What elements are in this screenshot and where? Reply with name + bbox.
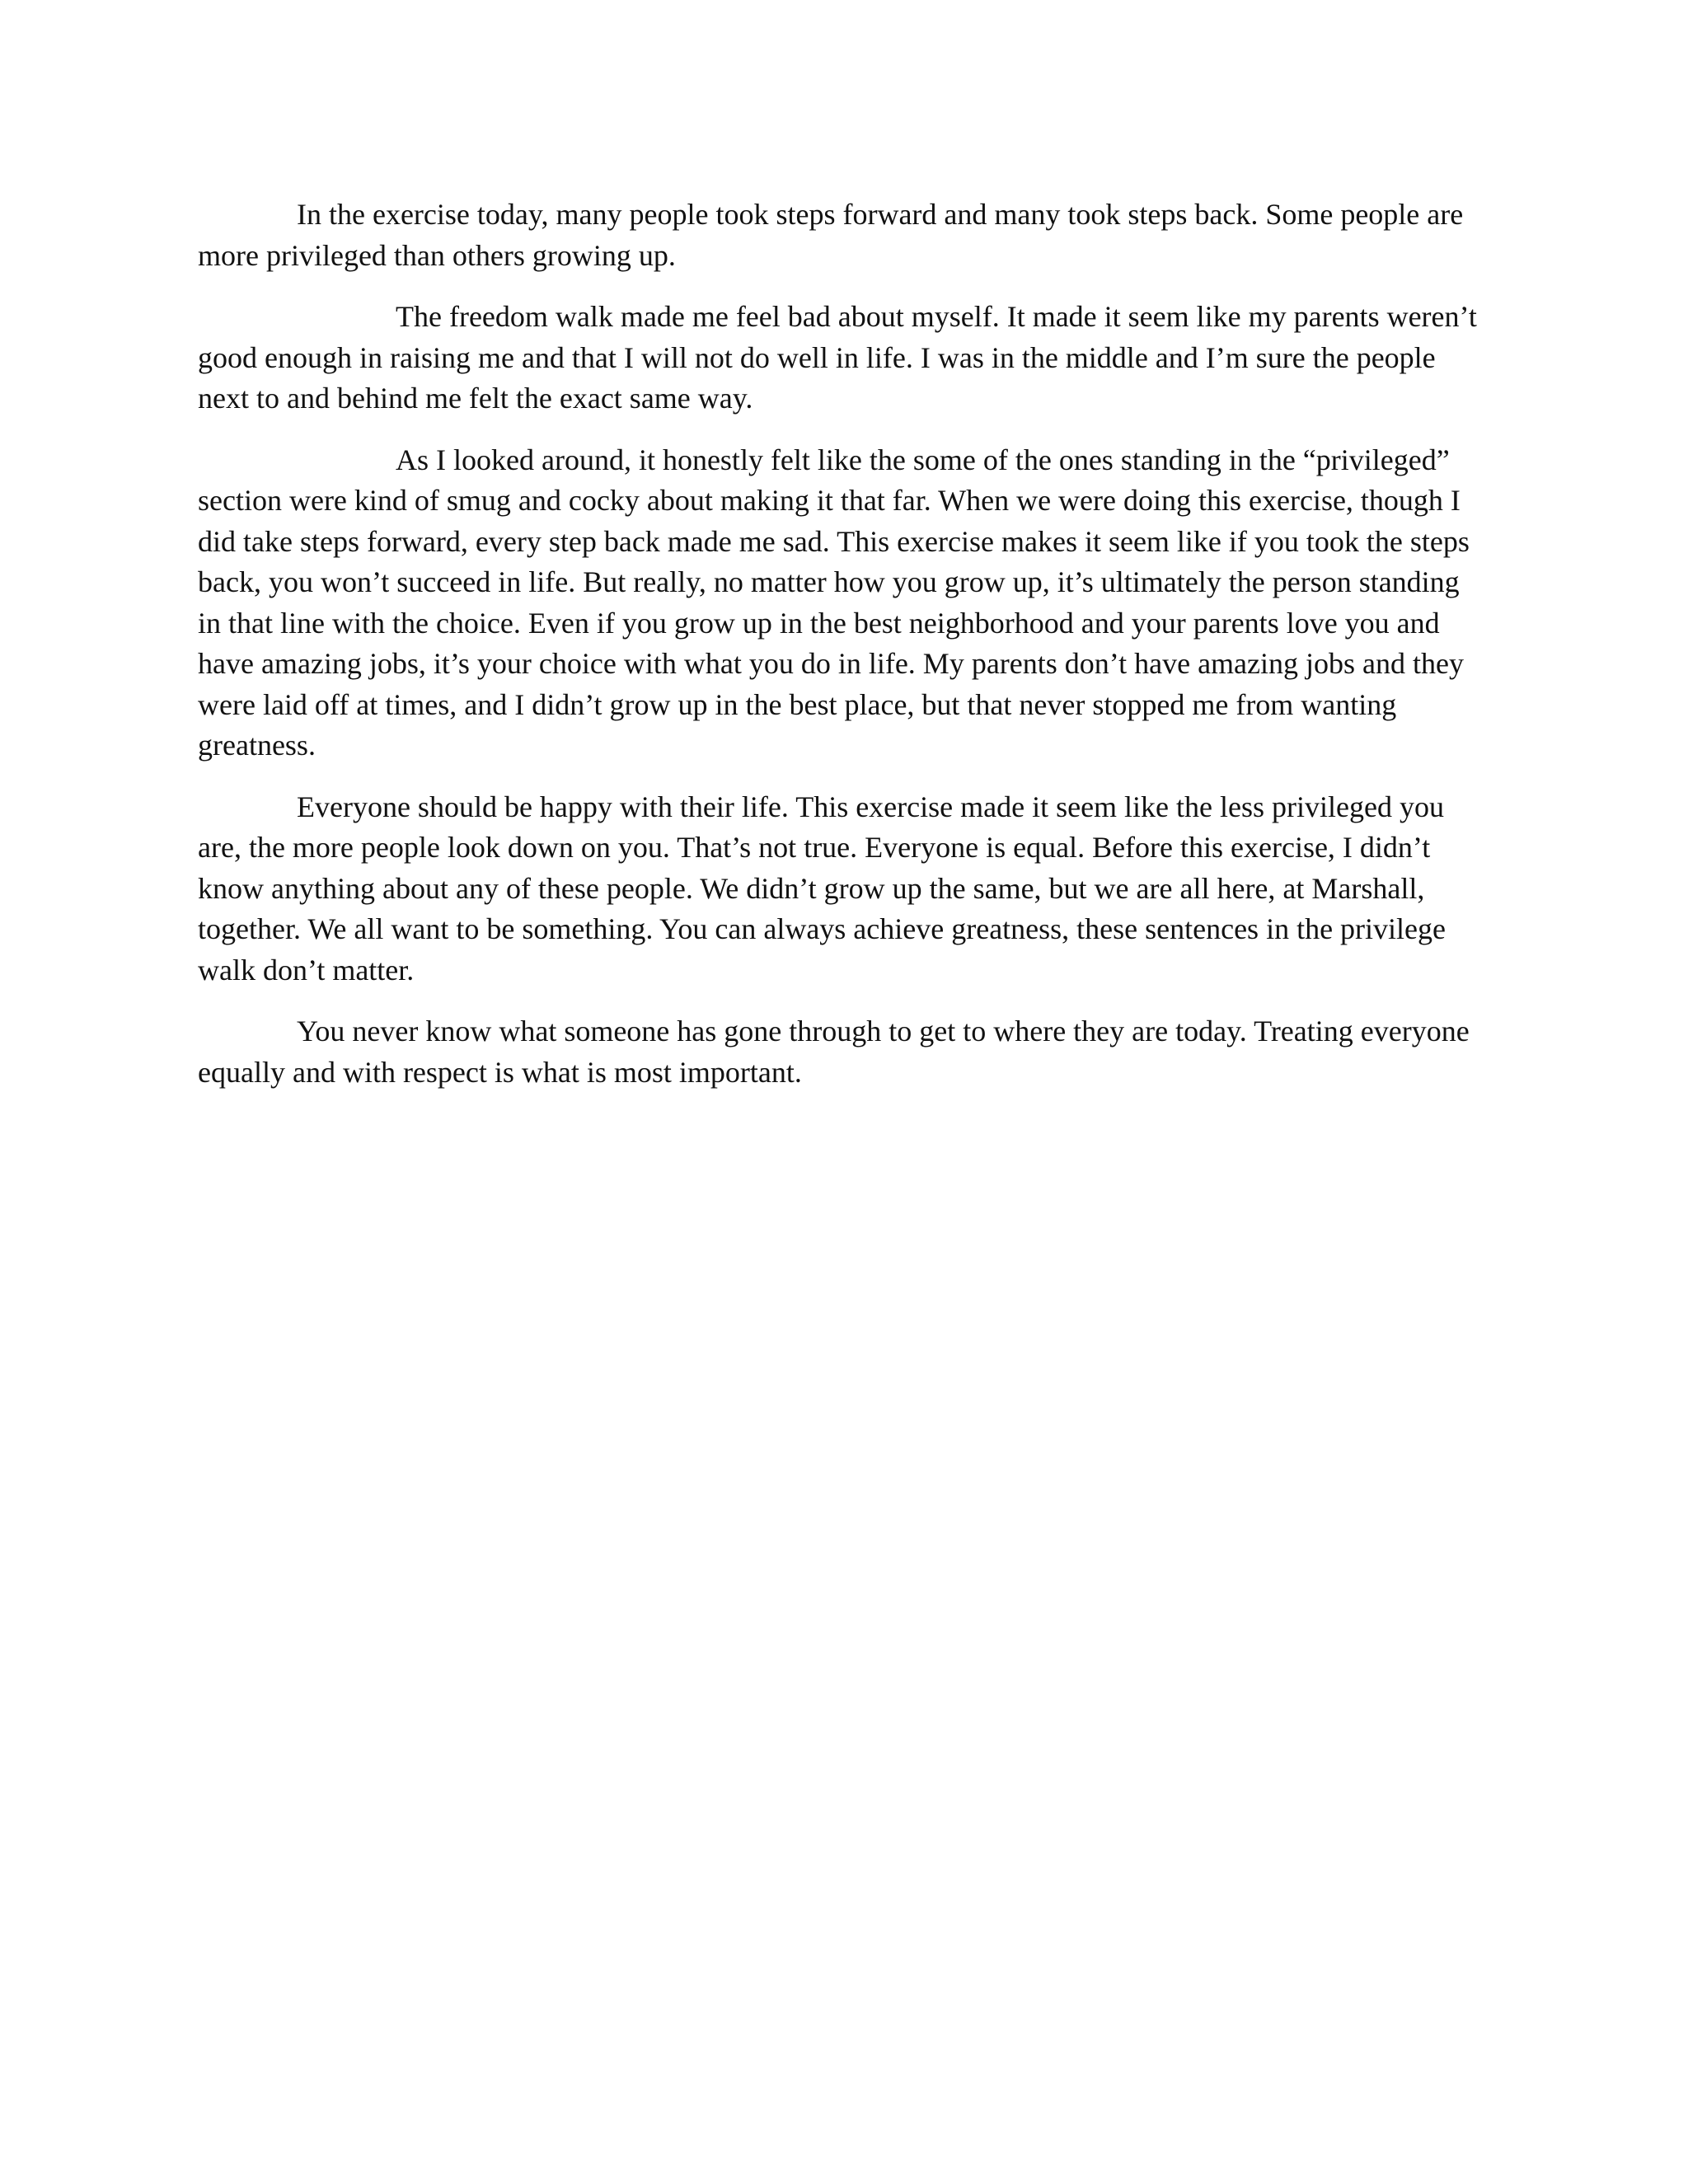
paragraph-5: You never know what someone has gone through to get to where they are today. Treating everyone equally and with respect is what is most important. [198, 1015, 1470, 1089]
paragraph-1: In the exercise today, many people took steps forward and many took steps back. Some people are more privileged than others growing up. [198, 198, 1464, 272]
paragraph-3: As I looked around, it honestly felt like the some of the ones standing in the “privileged” section were kind of smug and cocky about making it that far. When we were doing this exercise, though I did take steps forward, every step back made me sad. This exercise makes it seem like if you took the steps back, you won’t succeed in life. But really, no matter how you grow up, it’s ultimately the person standing in that line with the choice. Even if you grow up in the best neighborhood and your parents love you and have amazing jobs, it’s your choice with what you do in life. My parents don’t have amazing jobs and they were laid off at times, and I didn’t grow up in the best place, but that never stopped me from wanting greatness. [198, 443, 1470, 762]
document-body [198, 194, 1484, 1113]
paragraph-4: Everyone should be happy with their life. This exercise made it seem like the less privileged you are, the more people look down on you. That’s not true. Everyone is equal. Before this exercise, I didn’t know anything about any of these people. We didn’t grow up the same, but we are all here, at Marshall, together. We all want to be something. You can always achieve greatness, these sentences in the privilege walk don’t matter. [198, 790, 1447, 987]
paragraph-2: The freedom walk made me feel bad about myself. It made it seem like my parents weren’t good enough in raising me and that I will not do well in life. I was in the middle and I’m sure the people next to and behind me felt the exact same way. [198, 300, 1477, 415]
